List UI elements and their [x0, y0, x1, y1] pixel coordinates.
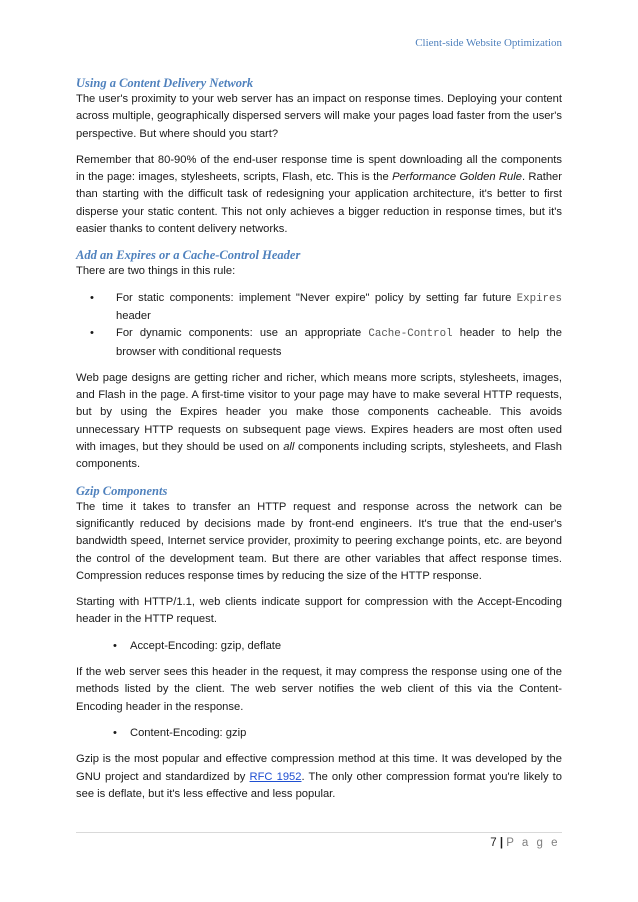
code-cache-control: Cache-Control: [368, 328, 453, 341]
bullet-text: header: [116, 309, 151, 322]
list-item: [76, 290, 562, 326]
list-item: [76, 725, 562, 742]
page-word: P a g e: [506, 837, 560, 849]
gzip-paragraph-4: [76, 751, 562, 803]
gzip-paragraph-3: If the web server sees this header in the request, it may compress the response using one of the methods listed by the client. The web server notifies the web client of this via the Content-Encoding header in the response.: [76, 666, 562, 713]
gzip-paragraph-1: The time it takes to transfer an HTTP request and response across the network can be significantly reduced by decisions made by front-end engineers. It's true that the end-user's bandwidth speed, Internet service provider, proximity to peering exchange points, etc. are beyond the control of the development team. But there are other variables that affect response times. Compression reduces response times by reducing the size of the HTTP response.: [76, 500, 562, 582]
bullet-text: Content-Encoding: gzip: [130, 726, 247, 739]
page-content: [76, 75, 562, 803]
bullet-icon: •: [90, 291, 94, 304]
expires-intro: There are two things in this rule:: [76, 265, 236, 278]
cdn-paragraph-2: [76, 152, 562, 238]
page-number: 7: [490, 837, 497, 849]
cdn-p2-text-a: Remember that 80-90% of the end-user response time is spent downloading all the components in the page: images, stylesheets, scripts, Flash, etc. This is the: [76, 153, 562, 184]
heading-cdn: Using a Content Delivery Network: [76, 76, 254, 90]
bullet-text: header to help the browser with conditional requests: [116, 327, 562, 358]
expires-bullet-list: [76, 290, 562, 361]
cdn-paragraph-1: The user's proximity to your web server has an impact on response times. Deploying your content across multiple, geographically dispersed servers will make your pages load faster from the user's perspective. But where should you start?: [76, 93, 562, 140]
bullet-text: Accept-Encoding: gzip, deflate: [130, 639, 282, 652]
expires-paragraph-1: [76, 370, 562, 474]
gzip-paragraph-2: Starting with HTTP/1.1, web clients indicate support for compression with the Accept-Encoding header in the HTTP request.: [76, 596, 562, 626]
expires-p1-text-b: components including scripts, stylesheets, and Flash components.: [76, 441, 562, 471]
bullet-icon: •: [113, 639, 117, 652]
golden-rule-emphasis: Performance Golden Rule: [392, 171, 522, 184]
gzip-p4-text-a: Gzip is the most popular and effective compression method at this time. It was developed by the GNU project and standardized by: [76, 753, 562, 783]
heading-expires: Add an Expires or a Cache-Control Header: [76, 248, 301, 263]
page-separator: |: [499, 837, 504, 849]
list-item: [76, 638, 562, 655]
gzip-p4-text-b: . The only other compression format you're likely to see is deflate, but it's less effective and less popular.: [76, 770, 562, 800]
accept-encoding-list: [76, 638, 562, 655]
code-expires: Expires: [516, 292, 562, 305]
bullet-text: For static components: implement "Never expire" policy by setting far future: [116, 291, 517, 304]
expires-p1-text-a: Web page designs are getting richer and richer, which means more scripts, stylesheets, images, and Flash in the page. A first-time visitor to your page may have to make several HTTP requests, but by using the Expires header you make those components cacheable. This avoids unnecessary HTTP requests on subsequent page views. Expires headers are most often used with images, but they should be used on: [76, 371, 562, 454]
page-number-footer: [490, 837, 560, 849]
bullet-text: For dynamic components: use an appropriate: [116, 327, 369, 340]
cdn-p2-text-b: . Rather than starting with the difficult task of redesigning your application architecture, it's better to first disperse your static content. This not only achieves a bigger reduction in response times, but it's easier thanks to content delivery networks.: [76, 171, 562, 236]
bullet-icon: •: [113, 726, 117, 739]
rfc-1952-link[interactable]: RFC 1952: [249, 770, 302, 783]
heading-gzip: Gzip Components: [76, 483, 168, 498]
content-encoding-list: [76, 725, 562, 742]
footer-divider: [76, 832, 562, 833]
running-header: Client-side Website Optimization: [415, 37, 562, 49]
list-item: [76, 325, 562, 361]
all-emphasis: all: [283, 441, 295, 454]
bullet-icon: •: [90, 327, 94, 340]
